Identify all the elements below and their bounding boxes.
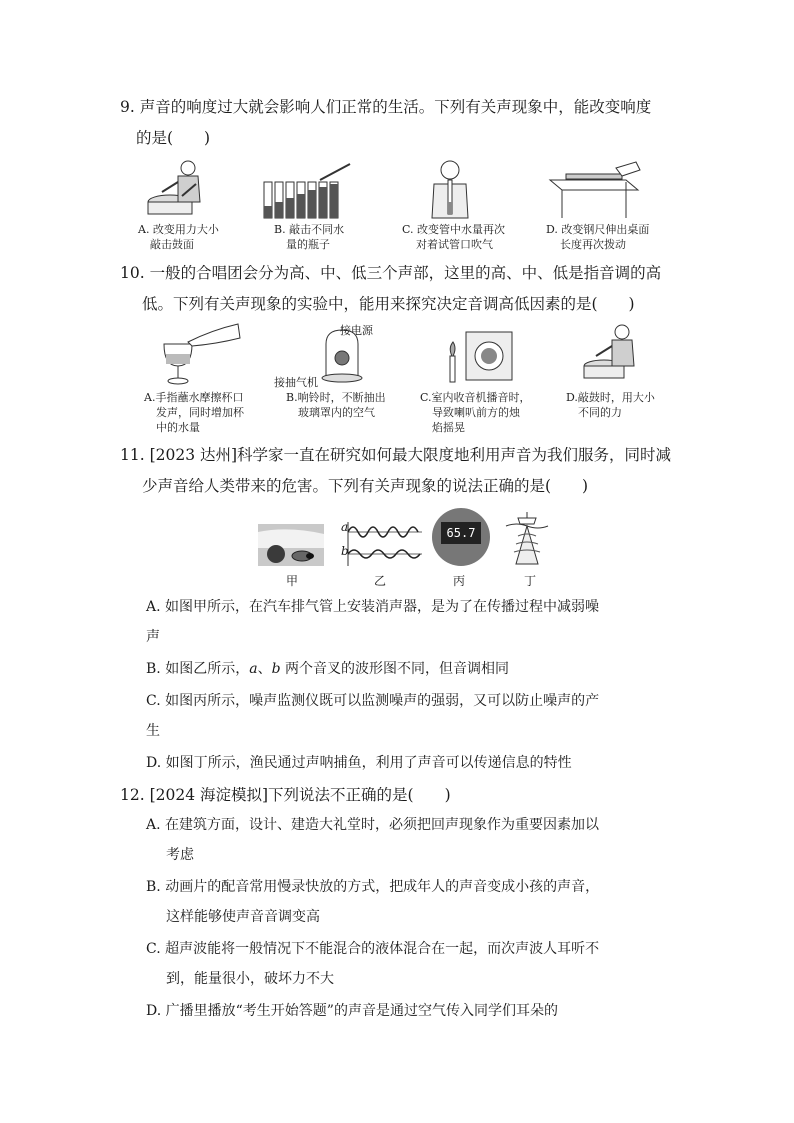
q11-option-a-line-2: 声 (146, 629, 160, 645)
q12-option-b-line-1: B. 动画片的配音常用慢录快放的方式，把成年人的声音变成小孩的声音， (146, 879, 600, 895)
noise-meter-reading: 65.7 (441, 522, 481, 544)
drum-player-figure-a (138, 158, 218, 220)
option-b-var-a: a (249, 661, 258, 677)
caption-line: C.室内收音机播音时， (420, 391, 531, 404)
wine-glass-figure-a (152, 322, 242, 386)
caption-line: A.手指蘸水摩擦杯口 (144, 391, 244, 404)
caption-line: 长度再次拨动 (560, 238, 626, 251)
wave-label-b: b (341, 544, 349, 558)
figure-label-jia: 甲 (286, 574, 299, 588)
caption-line: D. 改变钢尺伸出桌面 (546, 223, 650, 236)
q9-caption-c (402, 222, 505, 252)
question-10-line-1: 10. 一般的合唱团会分为高、中、低三个声部，这里的高、中、低是指音调的高 (120, 264, 662, 282)
bottles-figure-b (262, 162, 352, 220)
figure-label-ding: 丁 (524, 574, 537, 588)
q10-caption-a (144, 390, 244, 435)
q11-option-c-line-1: C. 如图丙所示，噪声监测仪既可以监测噪声的强弱，又可以防止噪声的产 (146, 693, 600, 709)
question-11-line-2: 少声音给人类带来的危害。下列有关声现象的说法正确的是( ) (142, 477, 589, 495)
option-b-start: B. 如图乙所示， (146, 661, 250, 677)
question-12 (120, 780, 451, 811)
pump-label: 接抽气机 (274, 376, 318, 389)
noise-meter-photo (432, 508, 490, 566)
q9-caption-d (546, 222, 649, 252)
q11-option-d: D. 如图丁所示，渔民通过声呐捕鱼，利用了声音可以传递信息的特性 (146, 755, 572, 771)
radio-candle-figure-c (446, 326, 516, 386)
drum-player-figure-d (576, 322, 646, 382)
sonar-fishing-figure (504, 510, 550, 568)
waveform-figure (338, 520, 424, 568)
option-b-end: 两个音叉的波形图不同，但音调相同 (280, 661, 509, 677)
caption-line: D.敲鼓时，用大小 (566, 391, 655, 404)
q12-option-d: D. 广播里播放“考生开始答题”的声音是通过空气传入同学们耳朵的 (146, 1003, 558, 1019)
q10-caption-b (286, 390, 386, 420)
caption-line: C. 改变管中水量再次 (402, 223, 506, 236)
figure-label-bing: 丙 (453, 574, 466, 588)
question-9-line-1: 9. 声音的响度过大就会影响人们正常的生活。下列有关声现象中，能改变响度 (120, 98, 652, 116)
car-muffler-photo (258, 524, 324, 566)
question-9 (120, 92, 651, 154)
power-label: 接电源 (340, 324, 373, 337)
caption-line: 敲击鼓面 (150, 238, 194, 251)
option-b-separator: 、 (257, 661, 272, 677)
q12-option-a-line-2: 考虑 (166, 847, 194, 863)
q11-option-c-line-2: 生 (146, 723, 160, 739)
caption-line: 中的水量 (156, 421, 200, 434)
question-11 (120, 440, 671, 502)
question-9-line-2: 的是( ) (136, 129, 211, 147)
question-10 (120, 258, 661, 320)
caption-line: A. 改变用力大小 (138, 223, 219, 236)
caption-line: 焰摇晃 (432, 421, 465, 434)
caption-line: B. 敲击不同水 (274, 223, 345, 236)
q11-option-a-line-1: A. 如图甲所示，在汽车排气管上安装消声器，是为了在传播过程中减弱噪 (146, 599, 600, 615)
caption-line: 玻璃罩内的空气 (298, 406, 375, 419)
q10-caption-d (566, 390, 655, 420)
caption-line: 量的瓶子 (286, 238, 330, 251)
figure-label-yi: 乙 (374, 574, 387, 588)
boy-blowing-tube-figure-c (422, 158, 478, 220)
q12-option-c-line-2: 到，能量很小，破坏力不大 (166, 971, 334, 987)
q10-caption-c (420, 390, 531, 435)
caption-line: 对着试管口吹气 (416, 238, 493, 251)
caption-line: B.响铃时，不断抽出 (286, 391, 386, 404)
q11-option-b (146, 654, 509, 684)
q12-option-b-line-2: 这样能够使声音音调变高 (166, 909, 320, 925)
option-b-var-b: b (271, 661, 281, 677)
q12-option-a-line-1: A. 在建筑方面，设计、建造大礼堂时，必须把回声现象作为重要因素加以 (146, 817, 600, 833)
q9-caption-a (138, 222, 219, 252)
caption-line: 导致喇叭前方的烛 (432, 406, 520, 419)
caption-line: 发声，同时增加杯 (156, 406, 244, 419)
q12-option-c-line-1: C. 超声波能将一般情况下不能混合的液体混合在一起，而次声波人耳听不 (146, 941, 600, 957)
caption-line: 不同的力 (578, 406, 622, 419)
steel-ruler-figure-d (546, 160, 642, 220)
q9-caption-b (274, 222, 344, 252)
question-11-line-1: 11. [2023 达州]科学家一直在研究如何最大限度地利用声音为我们服务，同时减 (120, 446, 672, 464)
question-10-line-2: 低。下列有关声现象的实验中，能用来探究决定音调高低因素的是( ) (142, 295, 635, 313)
question-12-line-1: 12. [2024 海淀模拟]下列说法不正确的是( ) (120, 786, 451, 804)
wave-label-a: a (341, 520, 349, 534)
